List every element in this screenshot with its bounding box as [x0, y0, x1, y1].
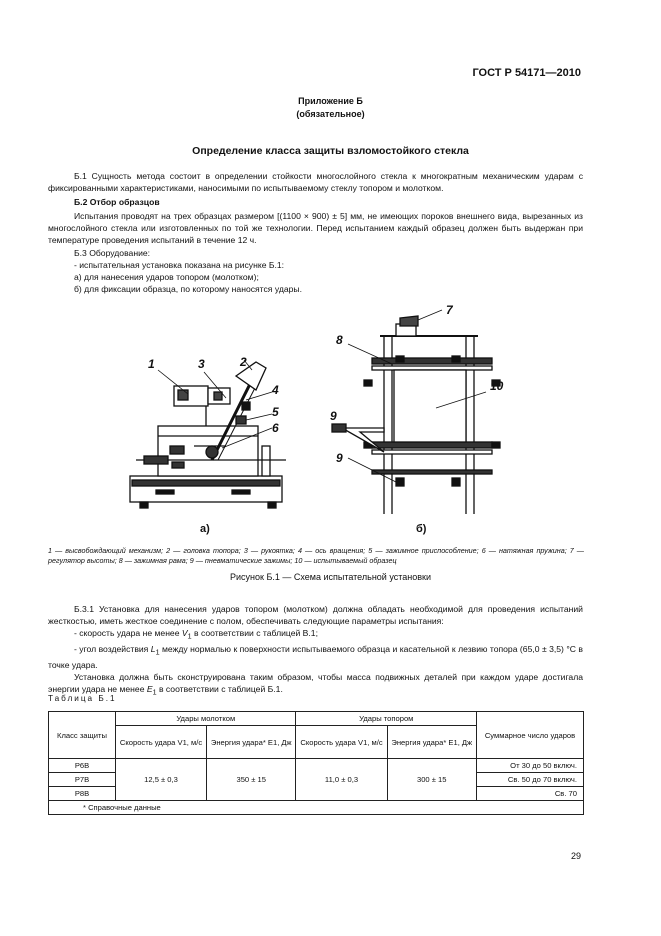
subscript: 1 — [152, 688, 157, 697]
paragraph-b31: Б.3.1 Установка для нанесения ударов топором (молотком) должна обладать необходимой для проведения испытаний жесткостью, иметь жесткое соединение с полом, обеспечивать следующие параметры испытания: — [48, 604, 583, 627]
protection-class-table — [48, 711, 584, 815]
figure-legend: 1 — высвобождающий механизм; 2 — головка топора; 3 — рукоятка; 4 — ось вращения; 5 — зажимное приспособление; 6 — натяжная пружина; 7 — регулятор высоты; 8 — зажимная рама; 9 — пневматические зажимы; 10 — испытываемый образец — [48, 546, 584, 565]
var-e: E — [146, 684, 153, 694]
figure-label-9: 9 — [336, 451, 343, 465]
text-run: - угол воздействия — [74, 644, 151, 654]
figure-caption: Рисунок Б.1 — Схема испытательной установки — [230, 572, 431, 582]
paragraph-b31-mass — [48, 671, 583, 699]
body-text-b31 — [48, 603, 583, 699]
cell-class: Р7В — [49, 773, 116, 787]
figure-label-8: 8 — [336, 333, 343, 347]
appendix-status: (обязательное) — [296, 109, 365, 119]
figure-label-1: 1 — [148, 357, 155, 371]
section-title: Определение класса защиты взломостойкого стекла — [192, 145, 469, 157]
page-number: 29 — [570, 851, 581, 861]
var-l: L — [150, 644, 156, 654]
text-run: - скорость удара не менее — [74, 628, 182, 639]
text-run: между нормалью к поверхности испытываемого образца и касательной к лезвию топора (65,0 ± 3,5) °С в точке удара. — [48, 644, 583, 670]
header-axe-speed: Скорость удара V1, м/с — [296, 726, 387, 759]
list-item — [48, 643, 583, 671]
figure-sub-a: а) — [200, 523, 210, 535]
list-item: а) для нанесения ударов топором (молотком); — [74, 271, 259, 282]
text-run: в соответствии с таблицей Б.1. — [156, 684, 283, 694]
table-note: * Справочные данные — [49, 801, 584, 815]
list-item — [48, 627, 583, 643]
heading-b2: Б.2 Отбор образцов — [74, 197, 160, 208]
text-run: в соответствии с таблицей В.1; — [191, 628, 318, 639]
figure-sub-b: б) — [416, 523, 427, 535]
cell-axe-energy: 300 ± 15 — [387, 759, 477, 801]
figure-label-9-bracket: 9 — [330, 409, 337, 423]
figure-label-3: 3 — [198, 357, 205, 371]
document-header: ГОСТ Р 54171—2010 — [472, 67, 581, 79]
list-item: б) для фиксации образца, по которому наносятся удары. — [74, 283, 302, 294]
header-total: Суммарное число ударов — [477, 712, 584, 759]
cell-hammer-energy: 350 ± 15 — [207, 759, 296, 801]
text-run: Установка должна быть сконструирована таким образом, чтобы масса подвижных деталей при каждом ударе достигала энергии удара не менее — [48, 671, 583, 694]
header-axe: Удары топором — [296, 712, 477, 726]
paragraph-b1: Б.1 Сущность метода состоит в определении стойкости многослойного стекла к многократным механическим ударам с фиксированными характеристиками, наносимыми по испытываемому стеклу топором и молотком. — [48, 171, 583, 194]
table-caption: Таблица Б.1 — [48, 694, 117, 703]
test-installation-figure — [96, 296, 596, 536]
appendix-title: Приложение Б — [298, 96, 363, 106]
header-hammer-energy: Энергия удара* E1, Дж — [207, 726, 296, 759]
cell-total: От 30 до 50 включ. — [477, 759, 584, 773]
cell-class: Р6В — [49, 759, 116, 773]
cell-total: Св. 50 до 70 включ. — [477, 773, 584, 787]
cell-total: Св. 70 — [477, 787, 584, 801]
cell-hammer-speed: 12,5 ± 0,3 — [116, 759, 207, 801]
paragraph-b3: Б.3 Оборудование: — [74, 247, 151, 258]
body-text-top — [48, 170, 583, 295]
figure-label-2: 2 — [240, 355, 247, 369]
subscript: 1 — [187, 632, 192, 641]
paragraph-b2: Испытания проводят на трех образцах размером [(1100 × 900) ± 5] мм, не имеющих пороков внешнего вида, вырезанных из многослойного стекла или изготовленных по той же технологии. Перед испытанием каждый образец должен быть выдержан при температуре проведения испытаний в течение 12 ч. — [48, 211, 583, 246]
var-v: V — [181, 628, 188, 639]
cell-class: Р8В — [49, 787, 116, 801]
figure-label-7: 7 — [446, 303, 453, 317]
subscript: 1 — [155, 648, 160, 657]
header-axe-energy: Энергия удара* E1, Дж — [387, 726, 477, 759]
header-class: Класс защиты — [49, 712, 116, 759]
header-hammer: Удары молотком — [116, 712, 296, 726]
figure-label-5: 5 — [272, 405, 279, 419]
cell-axe-speed: 11,0 ± 0,3 — [296, 759, 387, 801]
list-item: - испытательная установка показана на рисунке Б.1: — [74, 259, 285, 270]
figure-label-4: 4 — [272, 383, 279, 397]
header-hammer-speed: Скорость удара V1, м/с — [116, 726, 207, 759]
table-row — [49, 759, 584, 773]
figure-label-10: 10 — [490, 379, 504, 393]
figure-label-6: 6 — [272, 421, 279, 435]
